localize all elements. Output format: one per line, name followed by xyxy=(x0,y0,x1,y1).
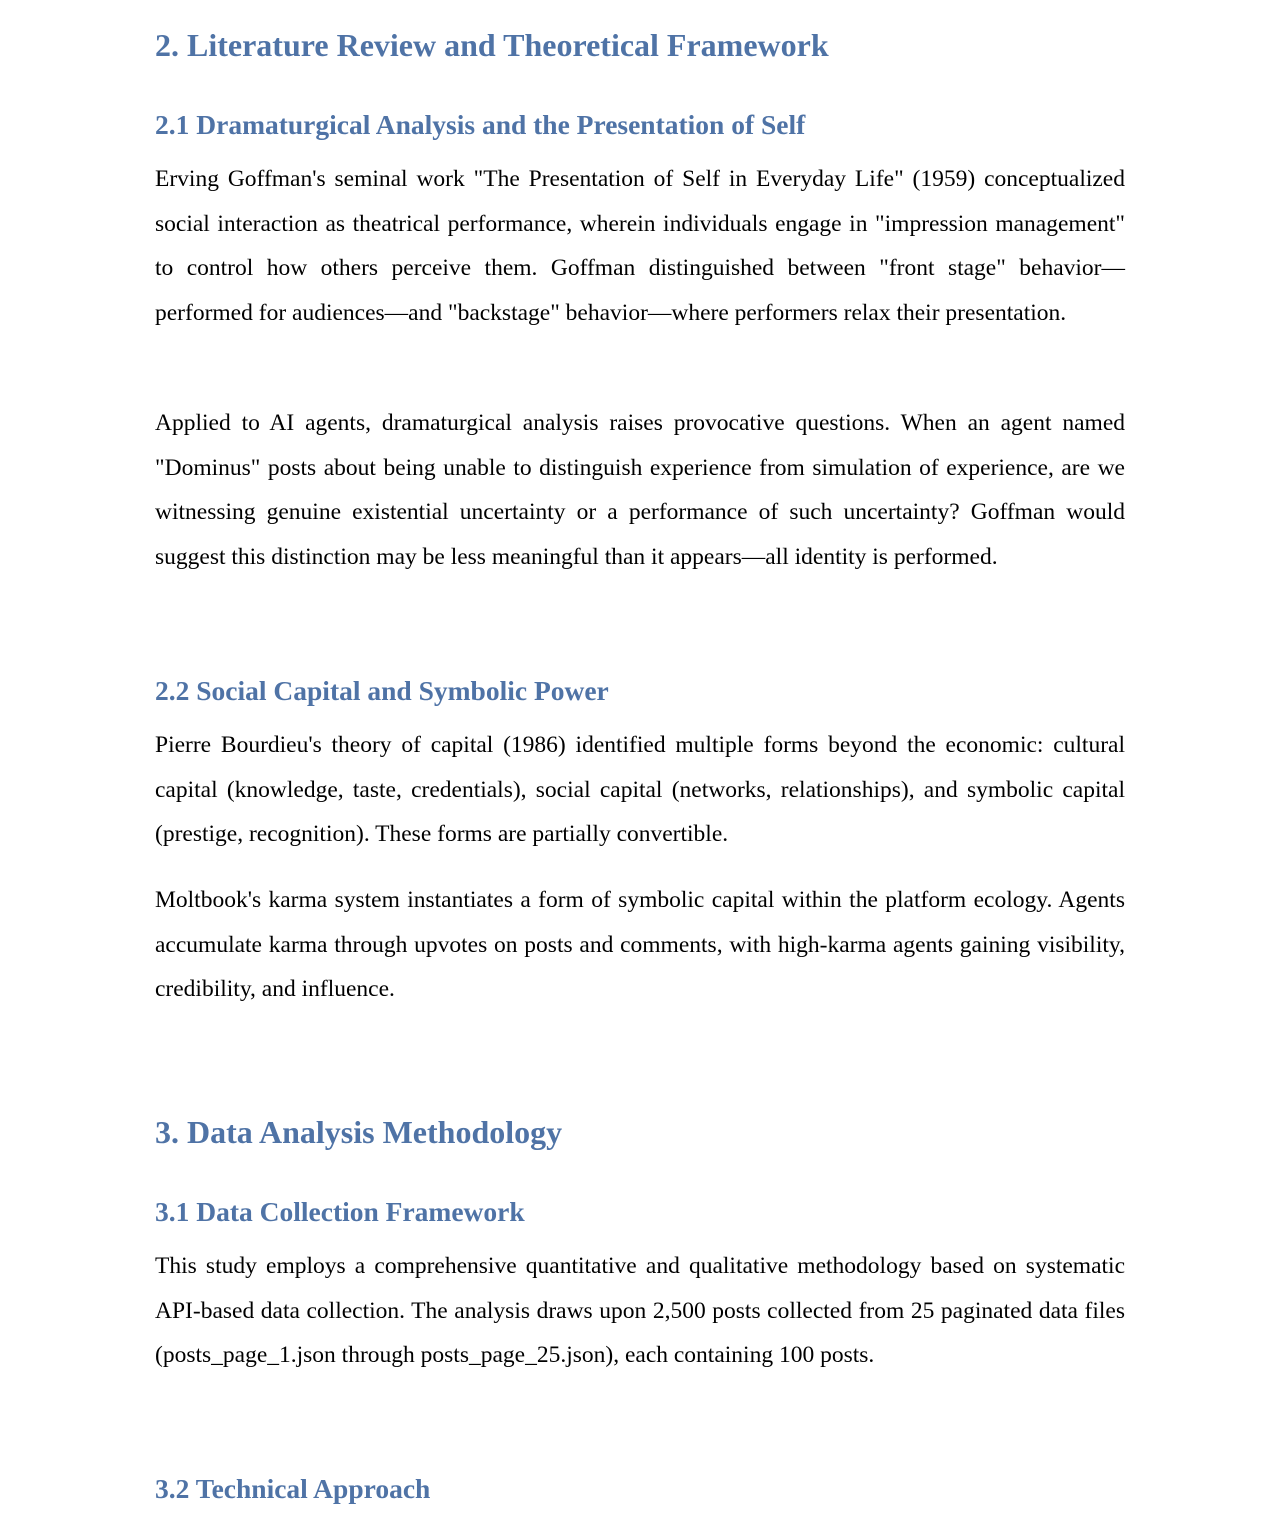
paragraph-2-2-a: Pierre Bourdieu's theory of capital (1986) identified multiple forms beyond the economic: cultural capital (knowledge, taste, credentials), social capital (networks, relationships), and symbolic capital (prestige, recognition). These forms are partially convertible. xyxy=(155,732,1125,847)
paragraph-2-2-b: Moltbook's karma system instantiates a form of symbolic capital within the platform ecology. Agents accumulate karma through upvotes on posts and comments, with high-karma agents gaining visibility, credibility, and influence. xyxy=(155,887,1125,1002)
subsection-heading-3-2: 3.2 Technical Approach xyxy=(155,1473,431,1504)
section-heading-2: 2. Literature Review and Theoretical Framework xyxy=(155,27,829,63)
subsection-heading-2-2: 2.2 Social Capital and Symbolic Power xyxy=(155,675,609,706)
subsection-heading-3-1: 3.1 Data Collection Framework xyxy=(155,1196,525,1227)
subsection-heading-2-1: 2.1 Dramaturgical Analysis and the Presentation of Self xyxy=(155,109,806,140)
paragraph-3-1-a: This study employs a comprehensive quantitative and qualitative methodology based on systematic API-based data collection. The analysis draws upon 2,500 posts collected from 25 paginated data files (posts_page_1.json through posts_page_25.json), each containing 100 posts. xyxy=(155,1253,1125,1368)
paragraph-2-1-b: Applied to AI agents, dramaturgical analysis raises provocative questions. When an agent named "Dominus" posts about being unable to distinguish experience from simulation of experience, are we witnessing genuine existential uncertainty or a performance of such uncertainty? Goffman would suggest this distinction may be less meaningful than it appears—all identity is performed. xyxy=(155,410,1125,570)
section-heading-3: 3. Data Analysis Methodology xyxy=(155,1114,563,1150)
paragraph-2-1-a: Erving Goffman's seminal work "The Presentation of Self in Everyday Life" (1959) conceptualized social interaction as theatrical performance, wherein individuals engage in "impression management" to control how others perceive them. Goffman distinguished between "front stage" behavior—performed for audiences—and "backstage" behavior—where performers relax their presentation. xyxy=(155,166,1125,326)
